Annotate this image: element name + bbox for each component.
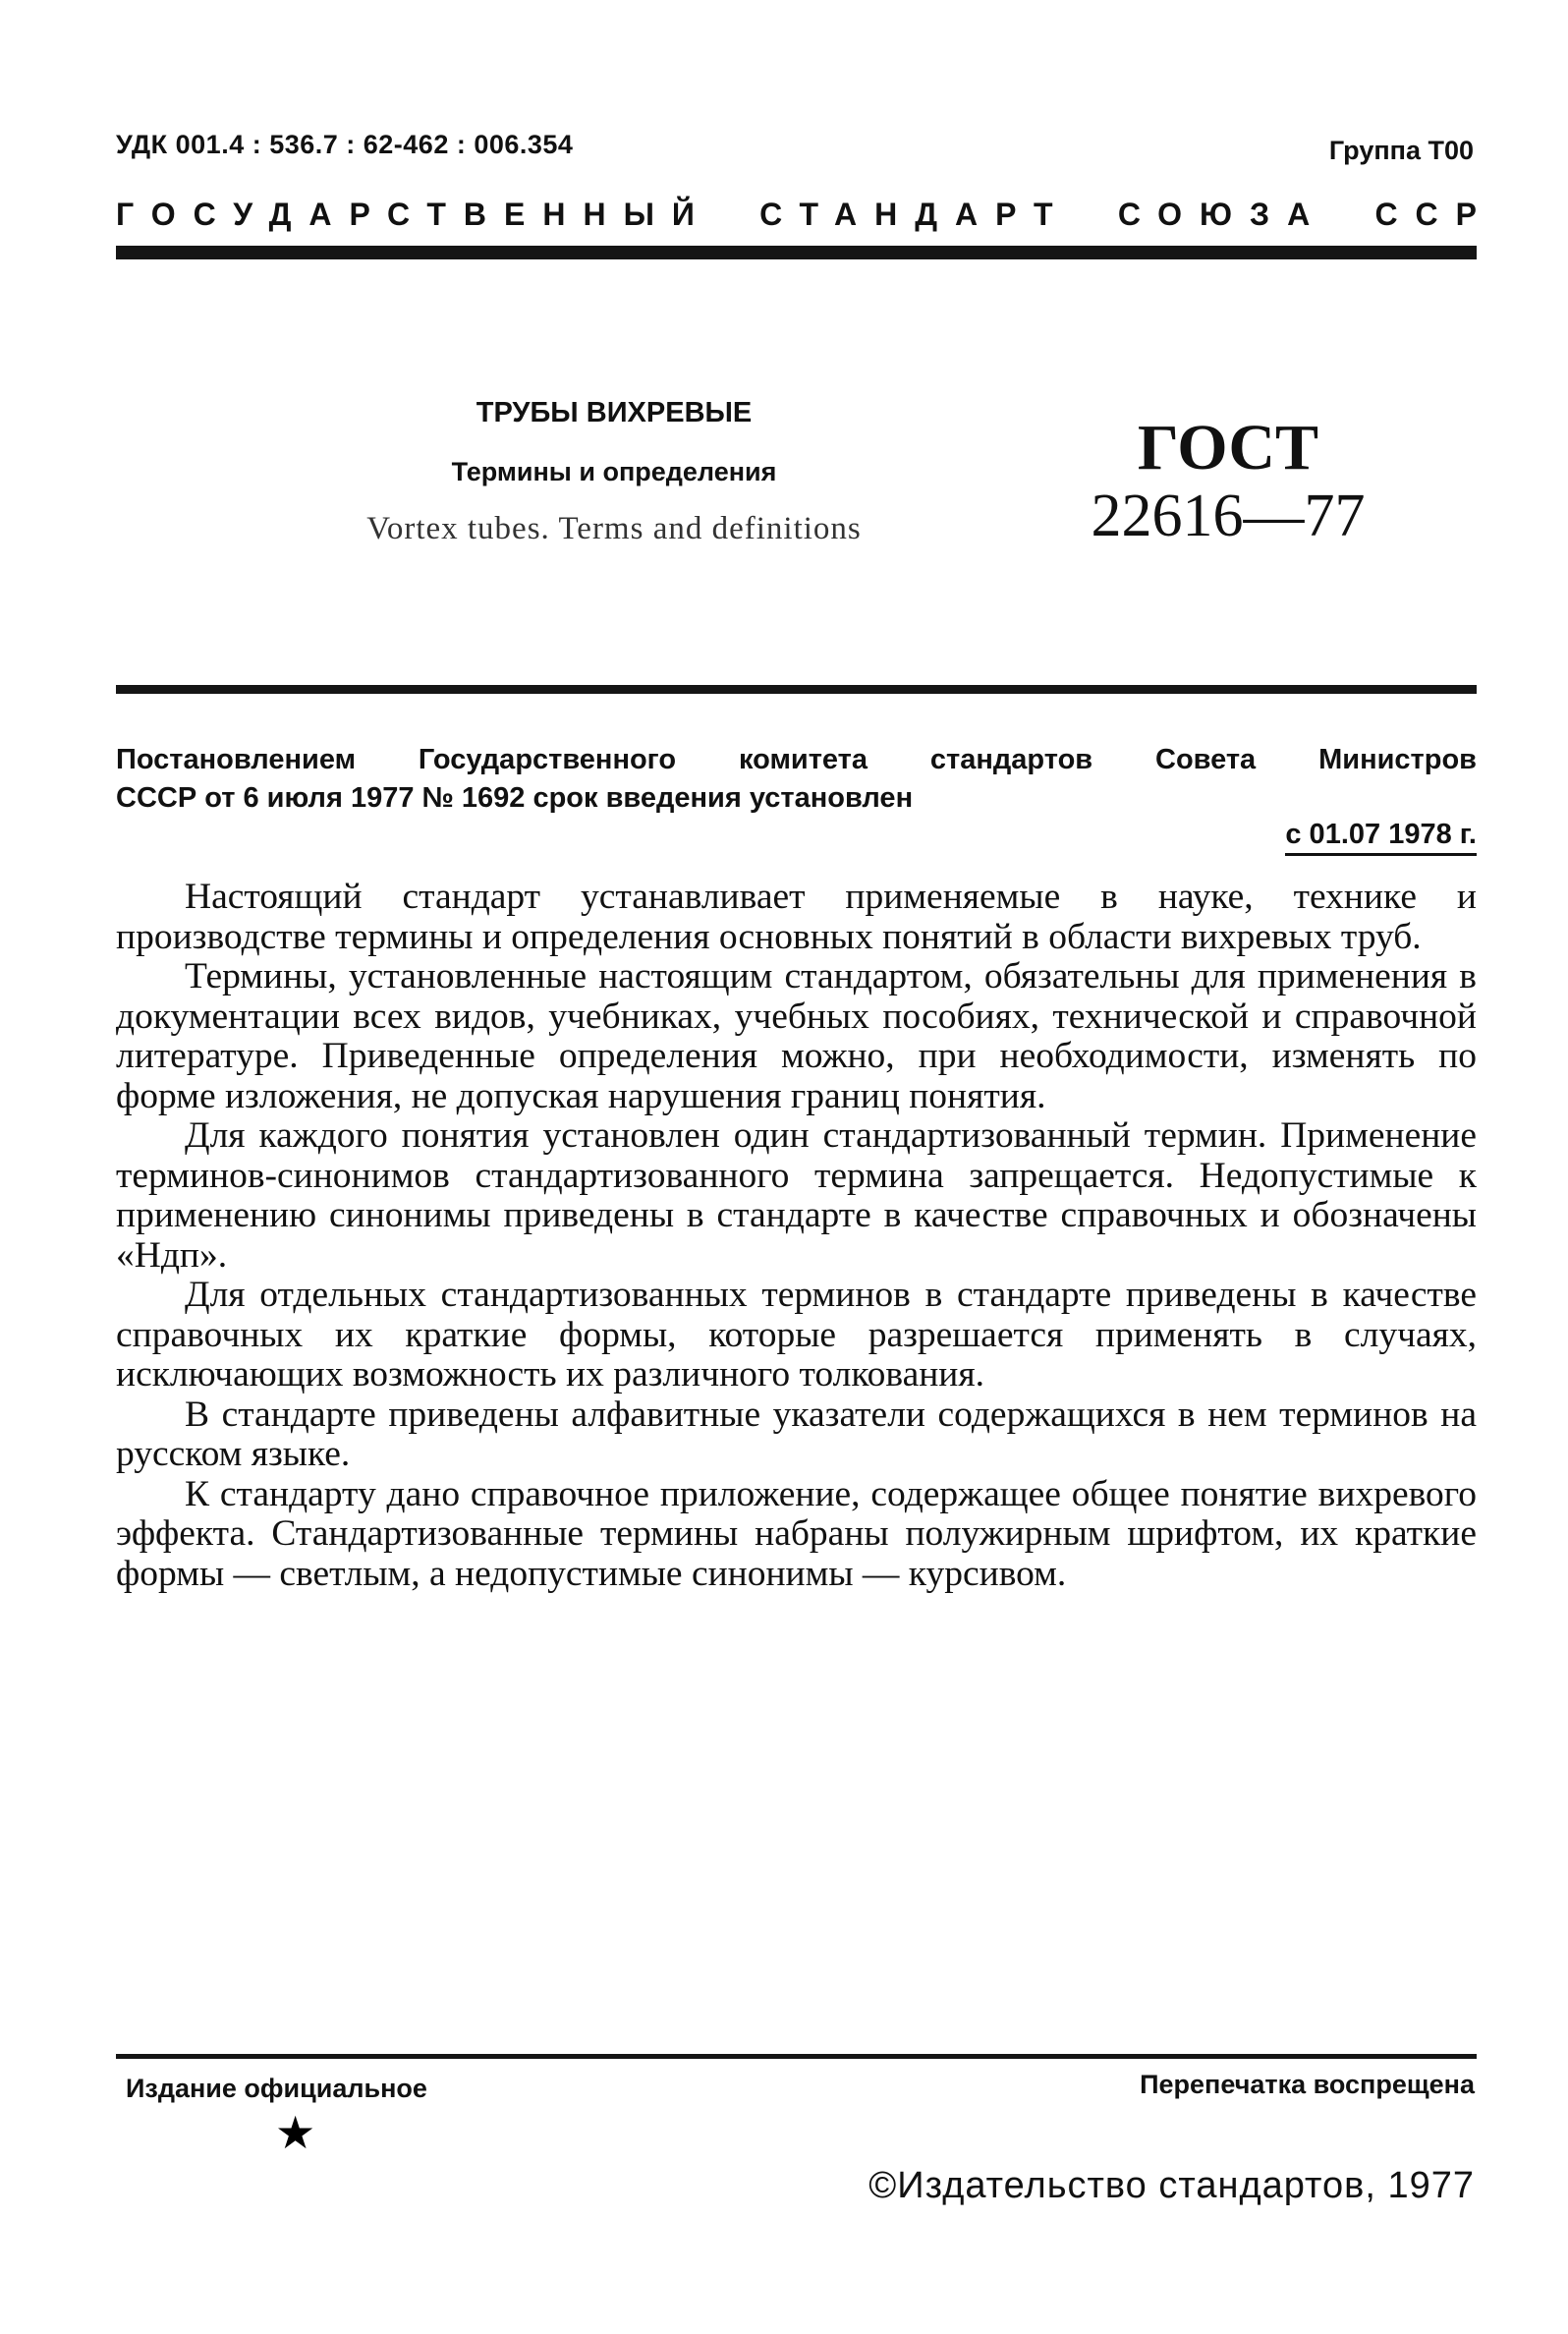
star-icon: ★: [275, 2108, 316, 2158]
udk-code: УДК 001.4 : 536.7 : 62-462 : 006.354: [116, 130, 574, 159]
state-standard-word: СОЮЗА: [1117, 197, 1328, 232]
state-standard-word: ССР: [1374, 197, 1494, 232]
gost-number: 22616—77: [1091, 483, 1366, 549]
decree-line-2: СССР от 6 июля 1977 № 1692 срок введения установлен: [116, 782, 914, 814]
title-divider: [116, 685, 1477, 694]
publisher-copyright: ©Издательство стандартов, 1977: [868, 2165, 1475, 2206]
document-title: ТРУБЫ ВИХРЕВЫЕ: [476, 397, 753, 428]
decree-line-1: Постановлением Государственного комитета стандартов Совета Министров: [116, 744, 1477, 775]
body-paragraph: К стандарту дано справочное приложение, содержащее общее понятие вихревого эффекта. Стандартизованные термины набраны полужирным шрифтом, их краткие формы — светлым, а недопустимые синонимы — курсивом.: [116, 1473, 1477, 1594]
document-title-english: Vortex tubes. Terms and definitions: [366, 511, 862, 546]
group-code: Группа Т00: [1328, 136, 1474, 165]
document-subtitle: Термины и определения: [451, 457, 777, 486]
body-paragraph: В стандарте приведены алфавитные указатели содержащихся в нем терминов на русском языке.: [116, 1394, 1477, 1474]
footer-divider: [116, 2054, 1477, 2059]
top-divider: [116, 246, 1477, 259]
reprint-prohibited-label: Перепечатка воспрещена: [1140, 2070, 1475, 2099]
state-standard-word: СТАНДАРТ: [759, 197, 1071, 232]
official-edition-label: Издание официальное: [126, 2074, 427, 2103]
body-text: [116, 878, 1477, 1594]
body-paragraph: Термины, установленные настоящим стандартом, обязательны для применения в документации всех видов, учебниках, учебных пособиях, технической и справочной литературе. Приведенные определения можно, при необходимости, изменять по форме изложения, не допуская нарушения границ понятия.: [116, 956, 1477, 1116]
gost-label: ГОСТ: [1137, 412, 1319, 484]
body-paragraph: Для отдельных стандартизованных терминов в стандарте приведены в качестве справочных их краткие формы, которые разрешается применять в случаях, исключающих возможность их различного толкования.: [116, 1275, 1477, 1395]
body-paragraph: Настоящий стандарт устанавливает применяемые в науке, технике и производстве термины и определения основных понятий в области вихревых труб.: [116, 877, 1477, 957]
state-standard-word: ГОСУДАРСТВЕННЫЙ: [116, 197, 712, 232]
state-standard-heading: [116, 197, 1494, 233]
body-paragraph: Для каждого понятия установлен один стандартизованный термин. Применение терминов-синонимов стандартизованного термина запрещается. Недопустимые к применению синонимы приведены в стандарте в качестве справочных и обозначены «Ндп».: [116, 1115, 1477, 1276]
effective-date: с 01.07 1978 г.: [1285, 819, 1477, 856]
